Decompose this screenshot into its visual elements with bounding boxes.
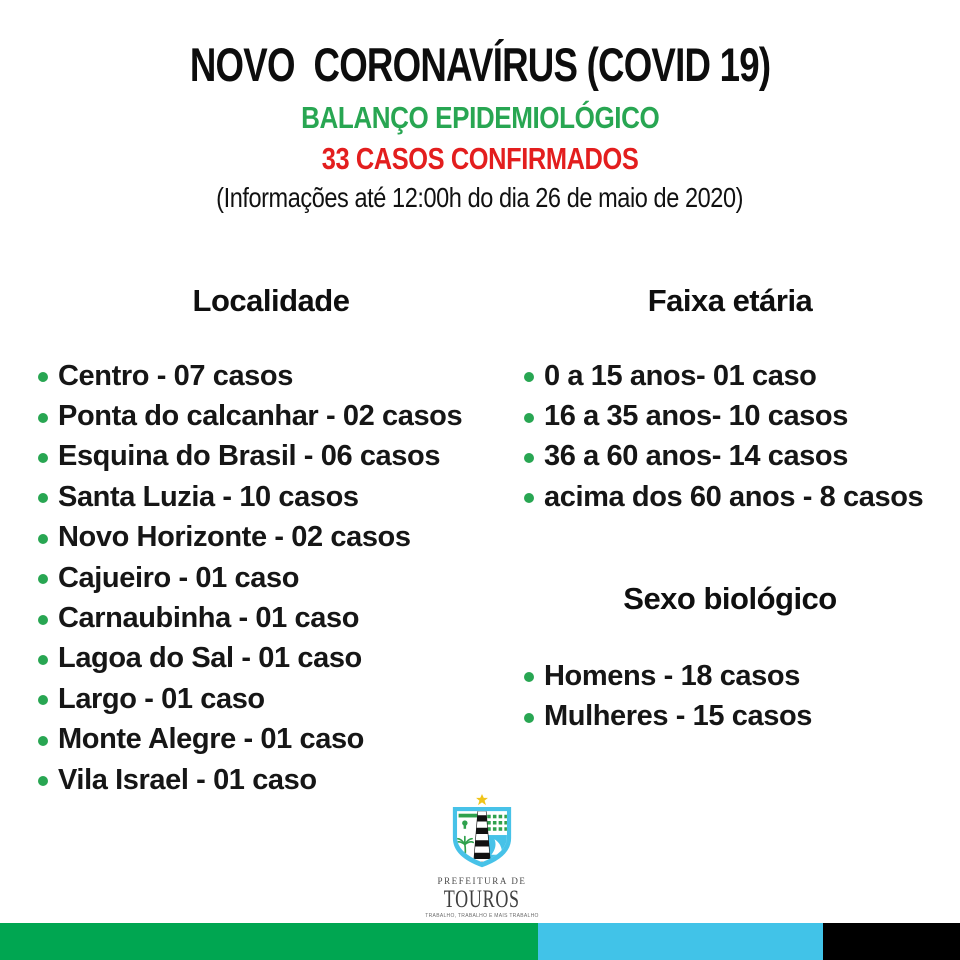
list-item-text: Novo Horizonte - 02 casos [58,521,411,554]
bullet-dot-icon [524,713,534,723]
list-item [36,598,516,638]
list-item-text: Monte Alegre - 01 caso [58,723,364,756]
logo-org-prefix: PREFEITURA DE [437,876,527,886]
bullet-dot-icon [38,574,48,584]
bullet-dot-icon [38,534,48,544]
star-icon [476,794,488,805]
list-item-text: Carnaubinha - 01 caso [58,602,360,635]
list-item [36,396,516,436]
list-item [522,396,952,436]
list-item [522,356,952,396]
list-item-text: Vila Israel - 01 caso [58,763,317,796]
list-item-text: Lagoa do Sal - 01 caso [58,642,362,675]
list-item-text: Ponta do calcanhar - 02 casos [58,400,463,433]
bullet-dot-icon [524,413,534,423]
list-item [522,437,952,477]
bullet-dot-icon [38,413,48,423]
list-item-text: Cajueiro - 01 caso [58,561,300,594]
localidade-list [36,356,516,800]
info-row [0,182,960,214]
list-item [36,477,516,517]
bullet-dot-icon [524,453,534,463]
list-item-text: Esquina do Brasil - 06 casos [58,440,441,473]
subtitle: BALANÇO EPIDEMIOLÓGICO [300,100,660,135]
bullet-dot-icon [524,372,534,382]
list-item [36,639,516,679]
list-item [36,720,516,760]
bullet-dot-icon [38,615,48,625]
list-item-text: Centro - 07 casos [58,359,293,392]
bullet-dot-icon [38,493,48,503]
sexo-biologico-list [522,656,952,737]
localidade-heading: Localidade [192,283,350,318]
footer-black-stripe [823,923,960,960]
bullet-dot-icon [38,655,48,665]
emblem-dot [462,820,467,825]
logo-slogan: TRABALHO, TRABALHO E MAIS TRABALHO [425,913,539,919]
banner [459,814,478,818]
header [0,40,960,89]
bullet-dot-icon [38,736,48,746]
list-item-text: 16 a 35 anos- 10 casos [544,400,848,433]
faixa-etaria-heading: Faixa etária [647,283,813,318]
list-item-text: Mulheres - 15 casos [544,700,813,733]
confirmed-row [0,141,960,177]
list-item [522,696,952,736]
page-title: NOVO CORONAVÍRUS (COVID 19) [189,38,771,91]
list-item-text: acima dos 60 anos - 8 casos [544,480,924,513]
footer-blue-stripe [538,923,823,960]
bullet-dot-icon [524,672,534,682]
list-item-text: 0 a 15 anos- 01 caso [544,359,817,392]
coat-of-arms [430,792,534,876]
logo-org-name: TOUROS [443,886,521,913]
list-item-text: Santa Luzia - 10 casos [58,480,359,513]
list-item [36,679,516,719]
list-item-text: Largo - 01 caso [58,682,265,715]
list-item [36,558,516,598]
info-note: (Informações até 12:00h do dia 26 de maio de 2020) [216,182,744,213]
list-item [36,518,516,558]
bullet-dot-icon [38,695,48,705]
bullet-dot-icon [38,776,48,786]
footer-green-stripe [0,923,538,960]
bullet-dot-icon [38,453,48,463]
faixa-etaria-list [522,356,952,518]
list-item [36,356,516,396]
bullet-dot-icon [38,372,48,382]
confirmed-cases-text: 33 CASOS CONFIRMADOS [321,141,639,176]
list-item [522,477,952,517]
list-item-text: Homens - 18 casos [544,659,800,692]
sexo-biologico-heading: Sexo biológico [623,581,837,616]
list-item [36,437,516,477]
bullet-dot-icon [524,493,534,503]
list-item [522,656,952,696]
subtitle-row [0,100,960,136]
footer-bar [0,923,960,960]
prefeitura-touros-logo [412,792,552,919]
list-item-text: 36 a 60 anos- 14 casos [544,440,848,473]
